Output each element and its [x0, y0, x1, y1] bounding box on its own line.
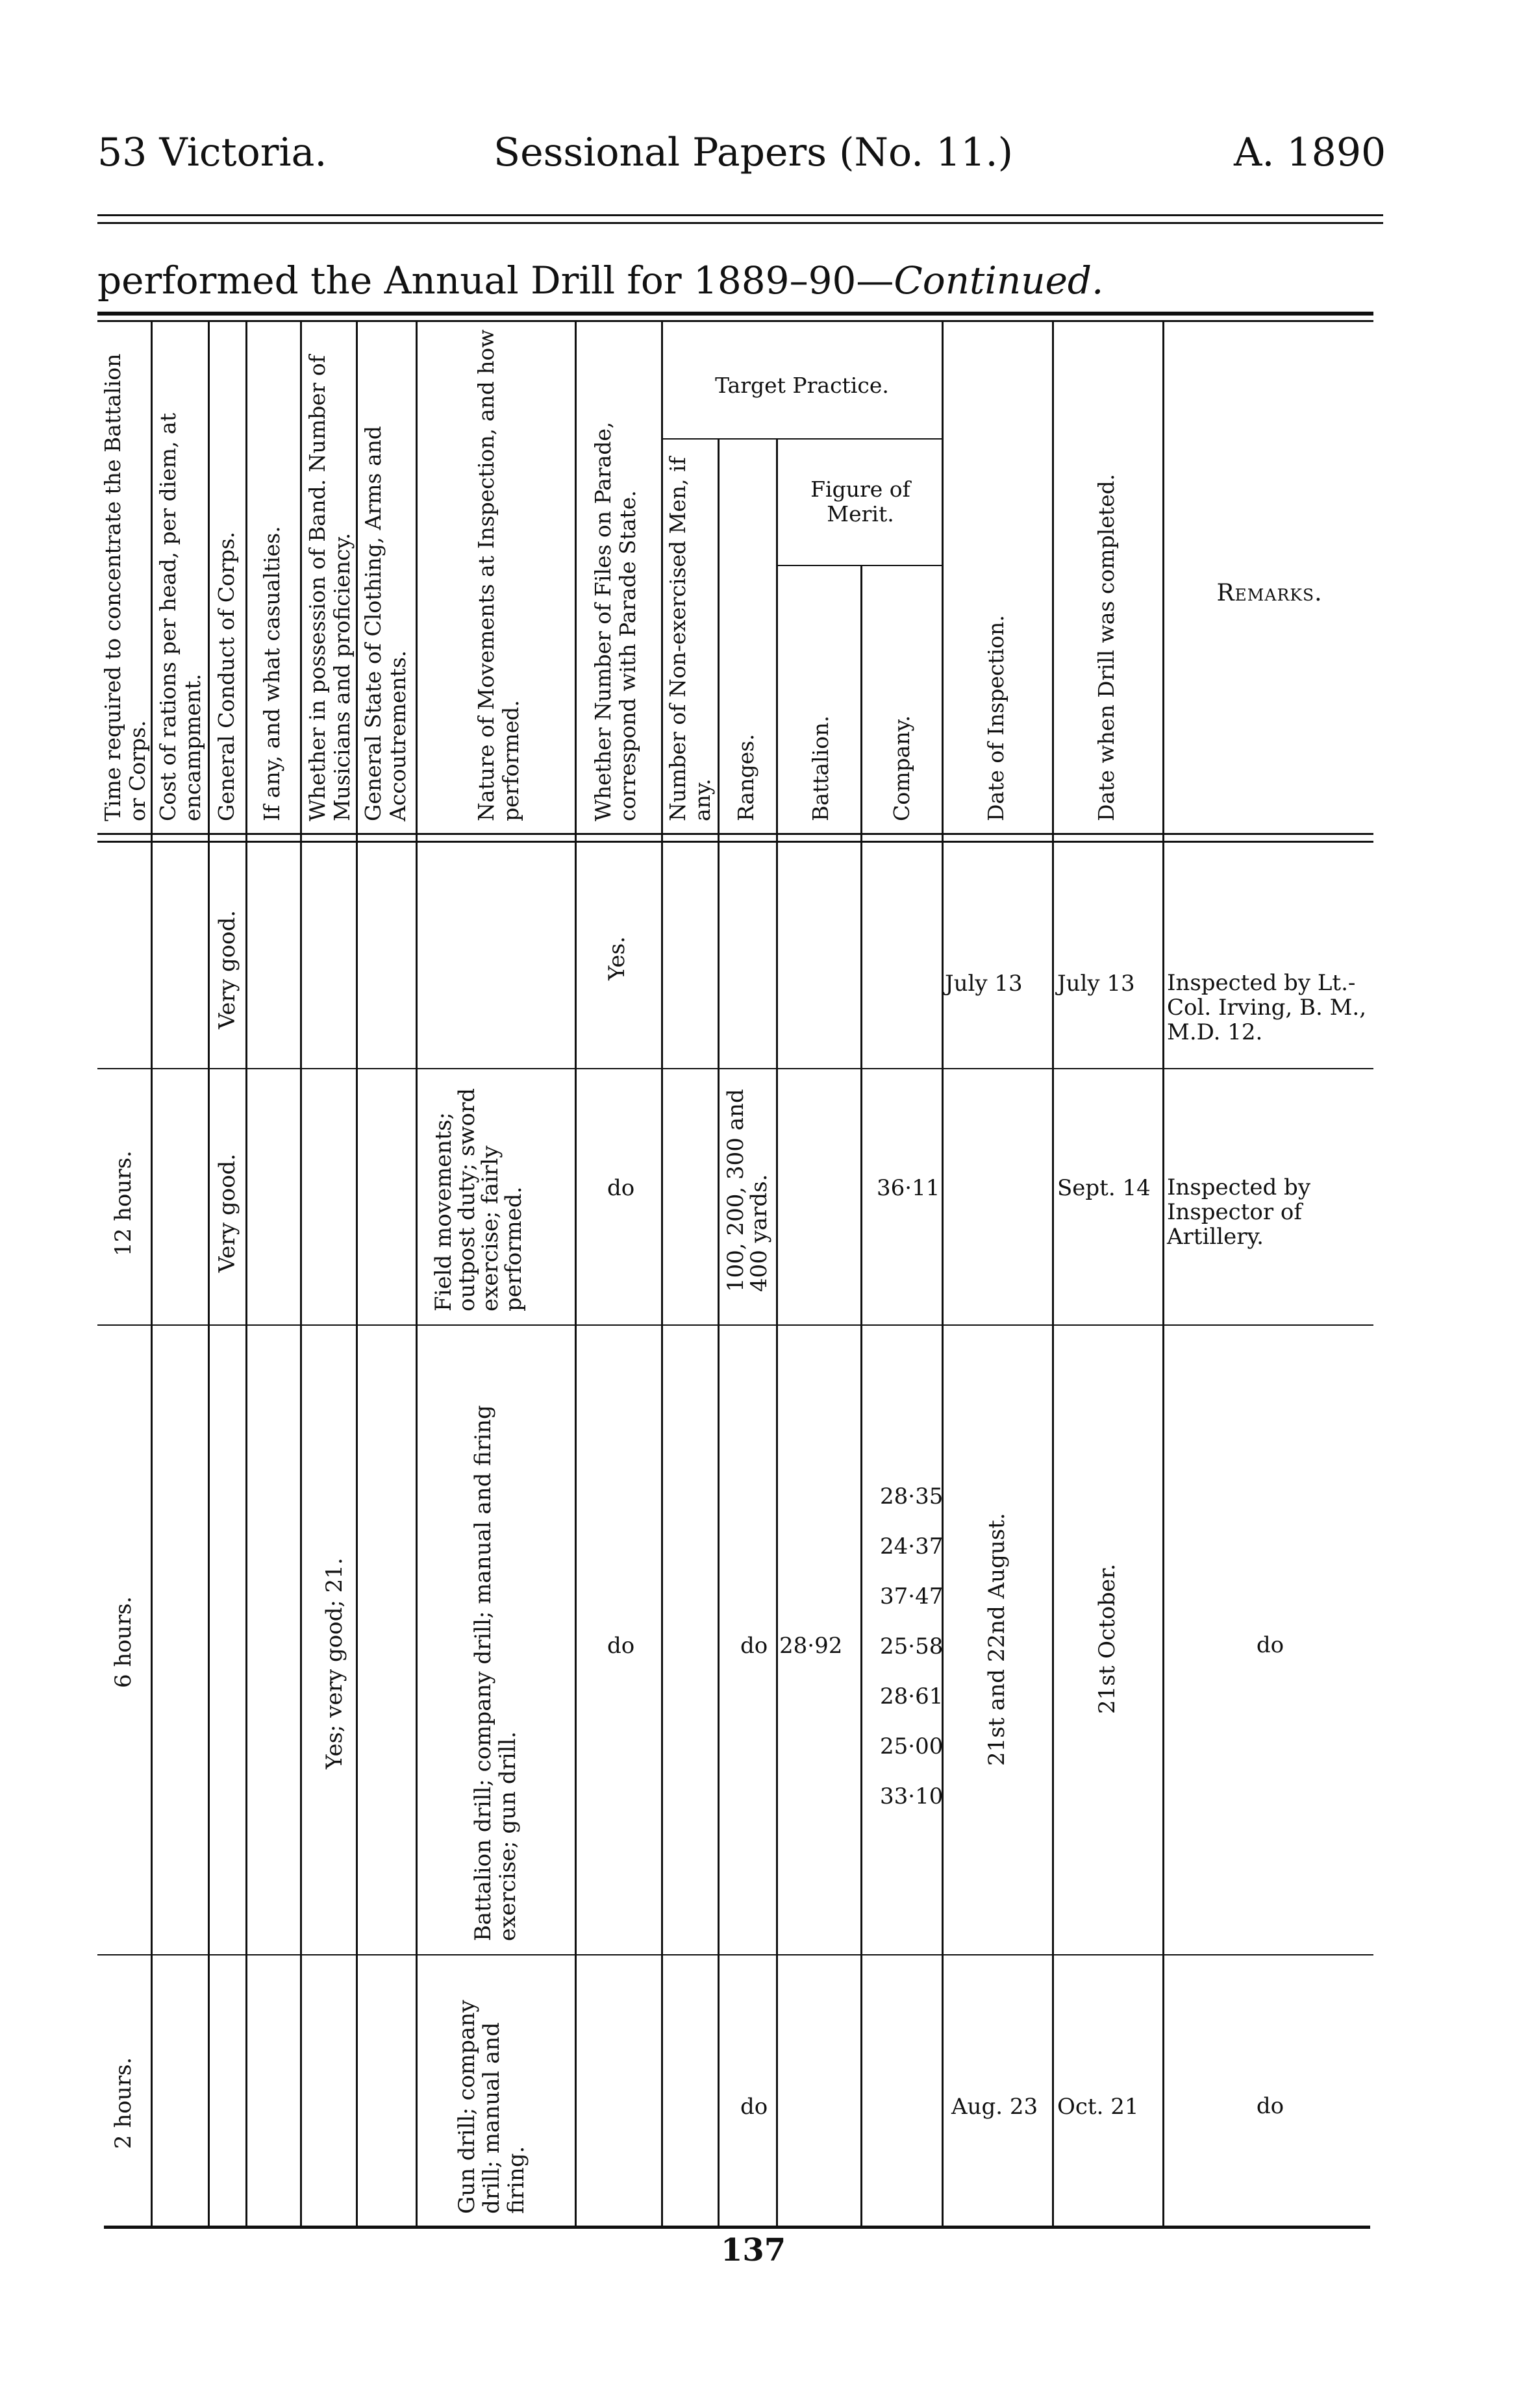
figure-of-merit-rule — [776, 565, 942, 566]
col-rule-1 — [151, 322, 153, 2226]
row3-time: 6 hours. — [110, 1596, 136, 1688]
row2-date-completed: Sept. 14 — [1057, 1175, 1151, 1201]
col-rule-4 — [300, 322, 302, 2226]
table-top-rule-thin — [97, 320, 1373, 322]
row2-movements: Field movements; outpost duty; sword exercise; fairly performed. — [431, 1087, 527, 1311]
col-header-battalion: Battalion. — [808, 715, 833, 821]
col-header-date-inspection: Date of Inspection. — [983, 615, 1008, 821]
row3-company-3: 37·47 — [880, 1583, 944, 1609]
col-header-conduct: General Conduct of Corps. — [214, 531, 239, 821]
row1-date-inspection: July 13 — [945, 971, 1023, 997]
col-header-clothing: General State of Clothing, Arms and Accoutrements. — [360, 425, 410, 821]
col-rule-9 — [718, 440, 720, 2226]
page-subtitle — [97, 258, 1104, 303]
row3-movements: Battalion drill; company drill; manual and firing exercise; gun drill. — [470, 1405, 521, 1941]
row1-remarks: Inspected by Lt.-Col. Irving, B. M., M.D. 12. — [1167, 970, 1367, 1045]
row-divider-1 — [97, 1068, 1373, 1069]
col-header-time: Time required to concentrate the Battalion or Corps. — [100, 353, 150, 821]
col-rule-7 — [575, 322, 577, 2226]
col-rule-2 — [208, 322, 210, 2226]
col-header-band: Whether in possession of Band. Number of Musicians and proficiency. — [305, 354, 355, 821]
row4-date-completed: Oct. 21 — [1057, 2094, 1139, 2120]
page-number: 137 — [721, 2232, 786, 2268]
row3-company-5: 28·61 — [880, 1683, 944, 1709]
row4-ranges: do — [740, 2094, 768, 2120]
row-divider-3 — [97, 1954, 1373, 1955]
row2-files: do — [607, 1175, 635, 1201]
row3-band: Yes; very good; 21. — [321, 1558, 347, 1769]
row3-company-7: 33·10 — [880, 1783, 944, 1809]
col-rule-11 — [860, 566, 862, 2226]
col-header-cost: Cost of rations per head, per diem, at encampment. — [155, 413, 205, 821]
col-header-movements: Nature of Movements at Inspection, and how performed. — [473, 329, 523, 821]
row3-company-6: 25·00 — [880, 1733, 944, 1759]
row2-remarks: Inspected by Inspector of Artillery. — [1167, 1174, 1311, 1250]
row2-conduct: Very good. — [214, 1153, 240, 1272]
row4-remarks: do — [1256, 2093, 1284, 2119]
target-practice-rule — [661, 438, 942, 440]
row3-company-2: 24·37 — [880, 1533, 944, 1559]
header-bottom-rule-2 — [97, 841, 1373, 843]
header-left: 53 Victoria. — [97, 130, 327, 175]
row3-files: do — [607, 1633, 635, 1659]
col-header-target-practice: Target Practice. — [715, 373, 889, 398]
col-header-ranges: Ranges. — [733, 734, 758, 821]
row2-ranges: 100, 200, 300 and 400 yards. — [723, 1089, 772, 1292]
row3-ranges: do — [740, 1633, 768, 1659]
row4-time: 2 hours. — [110, 2057, 136, 2149]
col-rule-3 — [245, 322, 247, 2226]
row1-date-completed: July 13 — [1057, 971, 1135, 997]
header-bottom-rule-1 — [97, 833, 1373, 835]
col-rule-14 — [1162, 322, 1164, 2226]
row3-date-completed: 21st October. — [1094, 1563, 1120, 1714]
col-rule-8 — [661, 322, 663, 2226]
row3-company-1: 28·35 — [880, 1483, 944, 1509]
col-header-date-completed: Date when Drill was completed. — [1094, 473, 1119, 821]
table-top-rule — [97, 312, 1373, 316]
row4-movements: Gun drill; company drill; manual and firing. — [454, 2000, 529, 2214]
col-header-non-exercised: Number of Non-exercised Men, if any. — [665, 457, 715, 821]
table-bottom-rule — [104, 2226, 1370, 2229]
row2-time: 12 hours. — [110, 1150, 136, 1256]
row1-conduct: Very good. — [214, 910, 240, 1029]
col-header-remarks: Remarks. — [1216, 580, 1323, 606]
row3-remarks: do — [1256, 1632, 1284, 1658]
header-right: A. 1890 — [1234, 130, 1386, 175]
row2-company: 36·11 — [877, 1175, 940, 1201]
col-header-company: Company. — [889, 715, 914, 821]
subtitle-main: performed the Annual Drill for 1889–90— — [97, 258, 894, 303]
col-header-casualties: If any, and what casualties. — [259, 526, 284, 821]
row-divider-2 — [97, 1324, 1373, 1326]
col-header-figure-of-merit: Figure of Merit. — [810, 477, 910, 527]
col-rule-5 — [356, 322, 358, 2226]
header-rule-2 — [97, 222, 1383, 224]
subtitle-continued: Continued. — [894, 258, 1104, 303]
col-rule-12 — [942, 322, 944, 2226]
row3-company-4: 25·58 — [880, 1633, 944, 1659]
col-rule-10 — [776, 440, 778, 2226]
row3-date-inspection: 21st and 22nd August. — [984, 1513, 1010, 1766]
row4-date-inspection: Aug. 23 — [951, 2094, 1038, 2120]
row1-files: Yes. — [604, 936, 630, 980]
col-rule-6 — [416, 322, 418, 2226]
header-center: Sessional Papers (No. 11.) — [494, 130, 1014, 175]
col-header-files: Whether Number of Files on Parade, correspond with Parade State. — [590, 421, 640, 821]
col-rule-13 — [1052, 322, 1054, 2226]
header-rule-1 — [97, 214, 1383, 216]
row3-battalion: 28·92 — [779, 1633, 843, 1659]
